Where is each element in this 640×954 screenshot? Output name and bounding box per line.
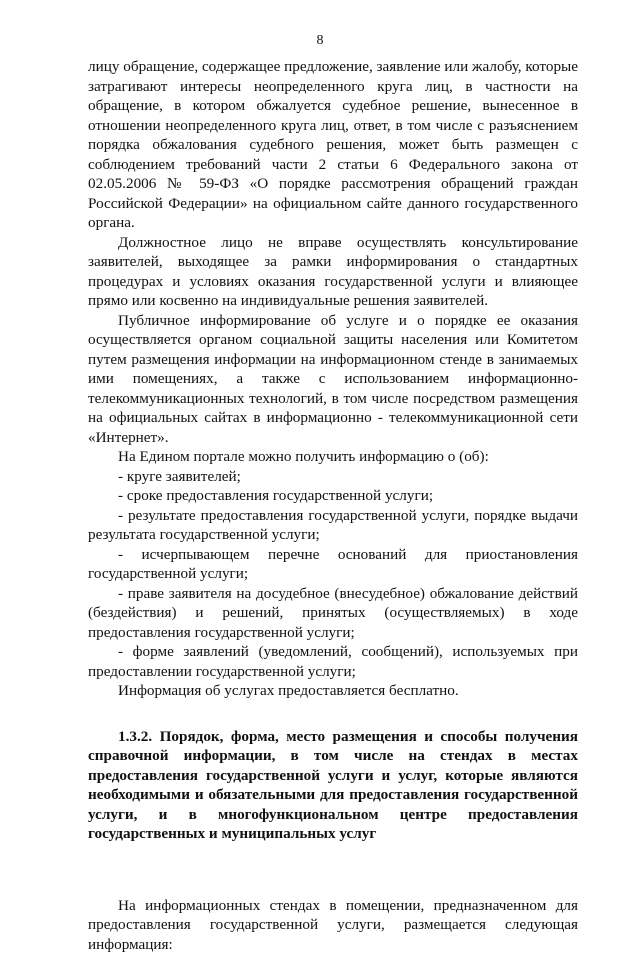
list-item-application-forms: - форме заявлений (уведомлений, сообщений), используемых при предоставлении государственной услуги; bbox=[88, 642, 578, 681]
list-item-result: - результате предоставления государственной услуги, порядке выдачи результата государственной услуги; bbox=[88, 506, 578, 545]
paragraph-portal-info-intro: На Едином портале можно получить информацию о (об): bbox=[88, 447, 578, 467]
vertical-spacer bbox=[88, 844, 578, 896]
paragraph-consulting-limits: Должностное лицо не вправе осуществлять консультирование заявителей, выходящее за рамки информирования о стандартных процедурах и условиях оказания государственной услуги и влияющее прямо или косвенно на индивидуальные решения заявителей. bbox=[88, 233, 578, 311]
list-item-applicants: - круге заявителей; bbox=[88, 467, 578, 487]
list-item-term: - сроке предоставления государственной услуги; bbox=[88, 486, 578, 506]
page-number: 8 bbox=[0, 33, 640, 49]
section-heading: 1.3.2. Порядок, форма, место размещения и способы получения справочной информации, в том числе на стендах в местах предоставления государственной услуги и услуг, которые являются необходимыми и обязательными для предоставления государственной услуги, и в многофункциональном центре предоставления государственных и муниципальных услуг bbox=[88, 727, 578, 844]
list-item-appeal-right: - праве заявителя на досудебное (внесудебное) обжалование действий (бездействия) и решений, принятых (осуществляемых) в ходе предоставления государственной услуги; bbox=[88, 584, 578, 643]
paragraph-public-information: Публичное информирование об услуге и о порядке ее оказания осуществляется органом социальной защиты населения или Комитетом путем размещения информации на информационном стенде в занимаемых ими помещениях, а также с использованием информационно-телекоммуникационных технологий, в том числе посредством размещения на официальных сайтах в информационно - телекоммуникационной сети «Интернет». bbox=[88, 311, 578, 448]
paragraph-information-stands: На информационных стендах в помещении, предназначенном для предоставления государственной услуги, размещается следующая информация: bbox=[88, 896, 578, 954]
paragraph-appeal-publication: лицу обращение, содержащее предложение, заявление или жалобу, которые затрагивают интересы неопределенного круга лиц, в частности на обращение, в котором обжалуется судебное решение, вынесенное в отношении неопределенного круга лиц, ответ, в том числе с разъяснением порядка обжалования судебного решения, может быть размещен с соблюдением требований части 2 статьи 6 Федерального закона от 02.05.2006 № 59-ФЗ «О порядке рассмотрения обращений граждан Российской Федерации» на официальном сайте данного государственного органа. bbox=[88, 57, 578, 233]
paragraph-free-information: Информация об услугах предоставляется бесплатно. bbox=[88, 681, 578, 701]
list-item-suspension-grounds: - исчерпывающем перечне оснований для приостановления государственной услуги; bbox=[88, 545, 578, 584]
document-body bbox=[88, 57, 578, 954]
